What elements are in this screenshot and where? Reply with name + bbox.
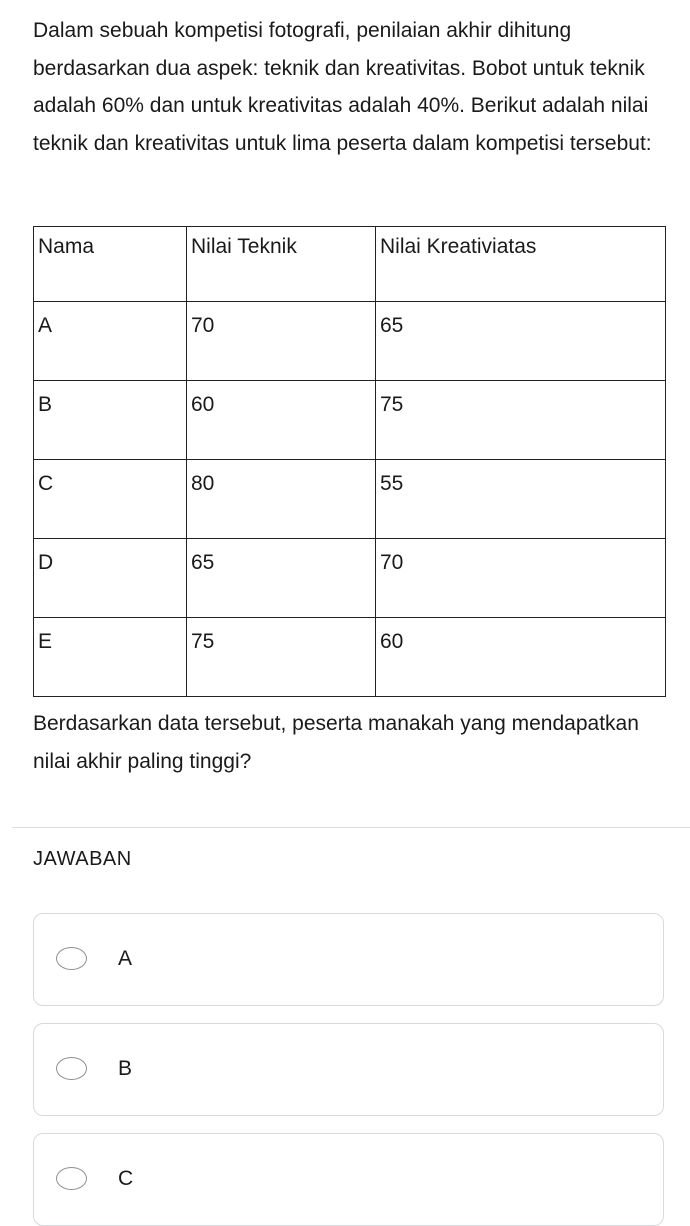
- cell-nama: E: [34, 618, 187, 697]
- header-nama: Nama: [34, 227, 187, 302]
- cell-nama: B: [34, 381, 187, 460]
- header-nilai-teknik: Nilai Teknik: [187, 227, 376, 302]
- cell-nilai-teknik: 60: [187, 381, 376, 460]
- header-nilai-kreativitas: Nilai Kreativiatas: [376, 227, 666, 302]
- question-intro: Dalam sebuah kompetisi fotografi, penilaian akhir dihitung berdasarkan dua aspek: teknik dan kreativitas. Bobot untuk teknik adalah 60% dan untuk kreativitas adalah 40%. Berikut adalah nilai teknik dan kreativitas untuk lima peserta dalam kompetisi tersebut:: [33, 19, 652, 155]
- radio-circle-icon[interactable]: [56, 1167, 87, 1190]
- section-divider: [12, 827, 690, 828]
- table-row: [34, 302, 666, 381]
- cell-nama: A: [34, 302, 187, 381]
- question-followup: Berdasarkan data tersebut, peserta manakah yang mendapatkan nilai akhir paling tinggi?: [33, 712, 639, 773]
- table-header-row: [34, 227, 666, 302]
- cell-nilai-teknik: 75: [187, 618, 376, 697]
- answer-option-label: C: [118, 1167, 134, 1190]
- table-row: [34, 381, 666, 460]
- answer-option-a[interactable]: [33, 913, 664, 1006]
- scores-table: [33, 226, 666, 697]
- radio-circle-icon[interactable]: [56, 1057, 87, 1080]
- cell-nilai-kreativitas: 75: [376, 381, 666, 460]
- answer-option-label: B: [118, 1057, 133, 1080]
- cell-nilai-kreativitas: 55: [376, 460, 666, 539]
- answer-option-b[interactable]: [33, 1023, 664, 1116]
- cell-nilai-kreativitas: 70: [376, 539, 666, 618]
- radio-circle-icon[interactable]: [56, 947, 87, 970]
- cell-nilai-teknik: 70: [187, 302, 376, 381]
- table-row: [34, 539, 666, 618]
- answer-option-label: A: [118, 947, 133, 970]
- cell-nilai-teknik: 80: [187, 460, 376, 539]
- cell-nilai-kreativitas: 60: [376, 618, 666, 697]
- cell-nama: D: [34, 539, 187, 618]
- cell-nama: C: [34, 460, 187, 539]
- cell-nilai-teknik: 65: [187, 539, 376, 618]
- answer-heading: JAWABAN: [33, 848, 132, 870]
- cell-nilai-kreativitas: 65: [376, 302, 666, 381]
- table-row: [34, 618, 666, 697]
- answer-option-c[interactable]: [33, 1133, 664, 1226]
- table-row: [34, 460, 666, 539]
